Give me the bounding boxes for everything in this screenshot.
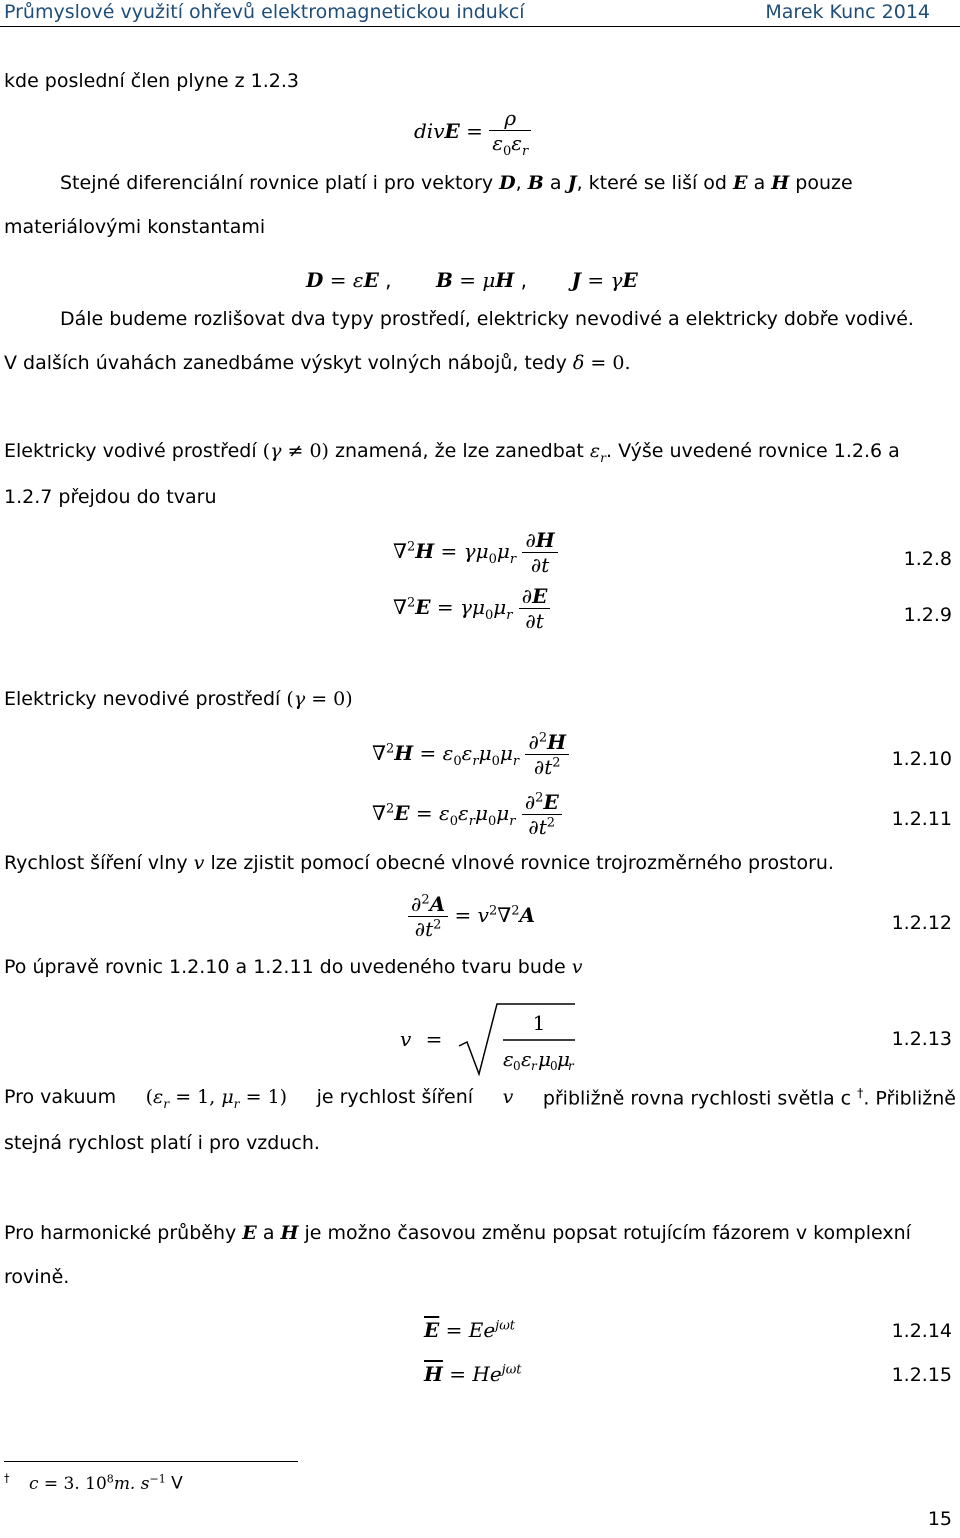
paragraph-1: kde poslední člen plyne z 1.2.3 bbox=[4, 70, 299, 92]
svg-text:0: 0 bbox=[512, 1059, 521, 1073]
svg-text:ε: ε bbox=[520, 1047, 532, 1071]
page-header bbox=[0, 0, 960, 27]
paragraph-8: Elektricky nevodivé prostředí (γ = 0) bbox=[4, 688, 353, 710]
page-number: 15 bbox=[927, 1508, 952, 1530]
equation-number: 1.2.13 bbox=[891, 1028, 952, 1050]
svg-text:r: r bbox=[530, 1059, 537, 1073]
paragraph-4: Dále budeme rozlišovat dva typy prostředí, elektricky nevodivé a elektricky dobře vodivé. bbox=[60, 308, 914, 330]
paragraph-11: Pro vakuum ($\varepsilon_r = 1$, $\mu_r = 1$) je rychlost šíření v přibližně rovna rychlosti světla c †. Přibližně bbox=[4, 1086, 956, 1111]
footnote-reference: † bbox=[857, 1086, 864, 1100]
svg-text:μ: μ bbox=[537, 1047, 551, 1071]
equation-1-2-13: v = 1 ε 0 ε r μ 0 μ r bbox=[400, 1000, 577, 1078]
equation-number: 1.2.11 bbox=[891, 808, 952, 830]
equation-number: 1.2.10 bbox=[891, 748, 952, 770]
equation-constitutive: D = εE , B = μH , J = γE bbox=[306, 268, 638, 292]
paragraph-2: Stejné diferenciální rovnice platí i pro vektory D, B a J, které se liší od E a H pouze bbox=[60, 172, 853, 194]
equation-number: 1.2.9 bbox=[903, 604, 952, 626]
equation-number: 1.2.8 bbox=[903, 548, 952, 570]
svg-text:ε: ε bbox=[502, 1047, 514, 1071]
paragraph-13: Pro harmonické průběhy E a H je možno časovou změnu popsat rotujícím fázorem v komplexní bbox=[4, 1222, 911, 1244]
paragraph-14: rovině. bbox=[4, 1266, 70, 1288]
equation-number: 1.2.12 bbox=[891, 912, 952, 934]
footnote-separator bbox=[4, 1461, 298, 1462]
svg-text:μ: μ bbox=[556, 1047, 570, 1071]
paragraph-7: 1.2.7 přejdou do tvaru bbox=[4, 486, 217, 508]
square-root-symbol bbox=[457, 1000, 577, 1078]
equation-div-e: divE = $\frac{\rho}{\varepsilon_0\varepsilon_r}$ bbox=[414, 106, 531, 159]
paragraph-12: stejná rychlost platí i pro vzduch. bbox=[4, 1132, 320, 1154]
footnote: † c = 3. $10^8m$. $s^{-1}$ V bbox=[4, 1472, 183, 1494]
equation-1-2-14: $\overline{E} = Ee^{j\omega t}$ bbox=[424, 1318, 516, 1342]
equation-1-2-9: $\nabla^2E = \gamma\mu_0\mu_r$ $\frac{\partial E}{\partial t}$ bbox=[393, 584, 550, 633]
equation-1-2-10: $\nabla^2H = \varepsilon_0\varepsilon_r\mu_0\mu_r$ $\frac{\partial^2H}{\partial t^2}$ bbox=[372, 730, 569, 779]
header-title: Průmyslové využití ohřevů elektromagnetickou indukcí bbox=[4, 1, 525, 23]
header-author: Marek Kunc 2014 bbox=[765, 1, 930, 23]
svg-text:0: 0 bbox=[549, 1059, 558, 1073]
equation-1-2-12: $\frac{\partial^2A}{\partial t^2}$ = $v^2\nabla^2A$ bbox=[408, 892, 535, 941]
equation-1-2-11: $\nabla^2E = \varepsilon_0\varepsilon_r\mu_0\mu_r$ $\frac{\partial^2E}{\partial t^2}$ bbox=[372, 790, 562, 839]
paragraph-3: materiálovými konstantami bbox=[4, 216, 266, 238]
equation-1-2-15: $\overline{H} = He^{j\omega t}$ bbox=[424, 1362, 522, 1386]
paragraph-10: Po úpravě rovnic 1.2.10 a 1.2.11 do uvedeného tvaru bude v bbox=[4, 956, 583, 978]
paragraph-9: Rychlost šíření vlny v lze zjistit pomocí obecné vlnové rovnice trojrozměrného prostoru. bbox=[4, 852, 834, 874]
equation-number: 1.2.15 bbox=[891, 1364, 952, 1386]
paragraph-5: V dalších úvahách zanedbáme výskyt volných nábojů, tedy δ = 0. bbox=[4, 352, 631, 374]
equation-number: 1.2.14 bbox=[891, 1320, 952, 1342]
equation-1-2-8: $\nabla^2H = \gamma\mu_0\mu_r$ $\frac{\partial H}{\partial t}$ bbox=[393, 528, 558, 577]
svg-text:1: 1 bbox=[532, 1011, 546, 1035]
paragraph-6: Elektricky vodivé prostředí (γ ≠ 0) znamená, že lze zanedbat $\varepsilon_r$. Výše uvedené rovnice 1.2.6 a bbox=[4, 440, 900, 465]
svg-text:r: r bbox=[567, 1059, 574, 1073]
